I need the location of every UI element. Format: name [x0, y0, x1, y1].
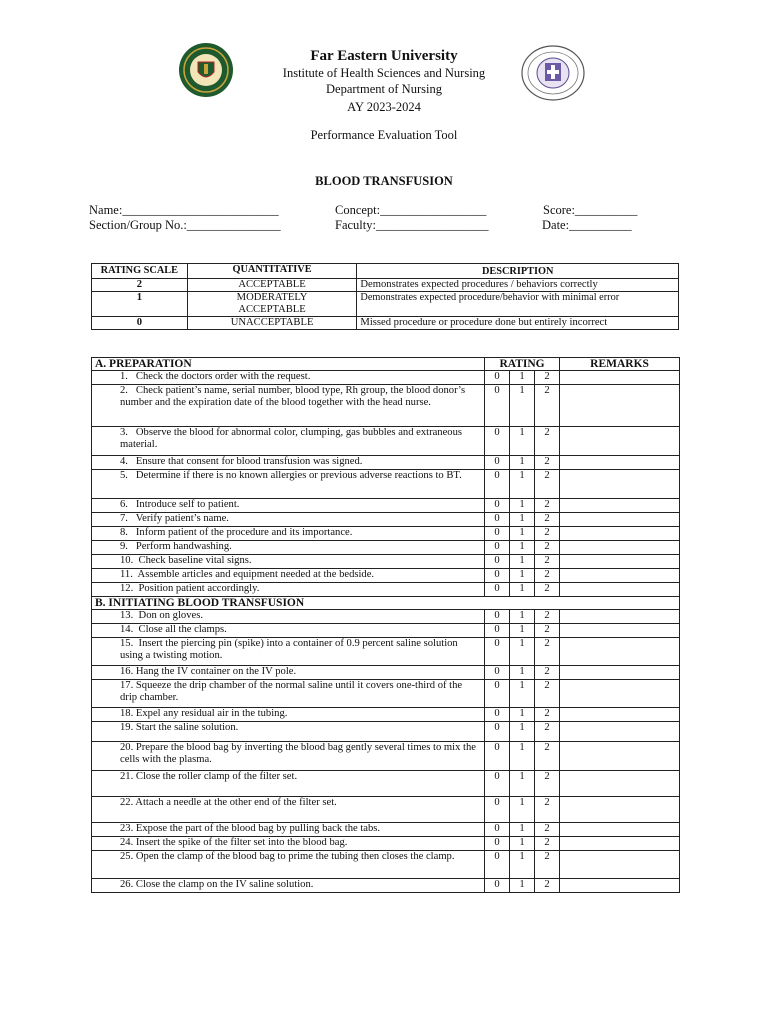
table-row [92, 722, 680, 742]
procedure-step: 26. Close the clamp on the IV saline solution. [92, 879, 485, 893]
rating-option-1[interactable]: 1 [510, 837, 535, 851]
rating-option-1[interactable]: 1 [510, 385, 535, 427]
procedure-step: 15. Insert the piercing pin (spike) into a container of 0.9 percent saline solution using a twisting motion. [92, 638, 485, 666]
procedure-step: 16. Hang the IV container on the IV pole. [92, 666, 485, 680]
remarks-cell[interactable] [560, 851, 680, 879]
rating-header: RATING [485, 358, 560, 371]
date-field[interactable]: Date:__________ [542, 218, 632, 232]
procedure-step: 17. Squeeze the drip chamber of the normal saline until it covers one-third of the drip chamber. [92, 680, 485, 708]
rating-option-0[interactable]: 0 [485, 499, 510, 513]
rating-option-1[interactable]: 1 [510, 851, 535, 879]
rating-option-1[interactable]: 1 [510, 708, 535, 722]
section-title: B. INITIATING BLOOD TRANSFUSION [92, 597, 680, 610]
remarks-cell[interactable] [560, 666, 680, 680]
procedure-step: 21. Close the roller clamp of the filter set. [92, 771, 485, 797]
remarks-cell[interactable] [560, 823, 680, 837]
procedure-step: 23. Expose the part of the blood bag by pulling back the tabs. [92, 823, 485, 837]
table-row [92, 371, 680, 385]
rating-option-1[interactable]: 1 [510, 624, 535, 638]
description-header: DESCRIPTION [357, 264, 679, 279]
rating-option-2[interactable]: 2 [535, 583, 560, 597]
faculty-field[interactable]: Faculty:__________________ [335, 218, 489, 232]
remarks-cell[interactable] [560, 541, 680, 555]
rating-option-2[interactable]: 2 [535, 666, 560, 680]
procedure-step: 6. Introduce self to patient. [92, 499, 485, 513]
table-row [92, 499, 680, 513]
remarks-cell[interactable] [560, 610, 680, 624]
rating-option-2[interactable]: 2 [535, 385, 560, 427]
rating-option-2[interactable]: 2 [535, 456, 560, 470]
remarks-cell[interactable] [560, 371, 680, 385]
procedure-step: 14. Close all the clamps. [92, 624, 485, 638]
rating-option-2[interactable]: 2 [535, 851, 560, 879]
rating-option-0[interactable]: 0 [485, 610, 510, 624]
rating-option-0[interactable]: 0 [485, 371, 510, 385]
remarks-cell[interactable] [560, 513, 680, 527]
table-row [92, 851, 680, 879]
rating-option-1[interactable]: 1 [510, 569, 535, 583]
scale-description: Demonstrates expected procedure/behavior with minimal error [357, 292, 679, 317]
rating-option-1[interactable]: 1 [510, 823, 535, 837]
rating-option-0[interactable]: 0 [485, 879, 510, 893]
table-row [92, 385, 680, 427]
rating-option-0[interactable]: 0 [485, 708, 510, 722]
remarks-header: REMARKS [560, 358, 680, 371]
rating-option-1[interactable]: 1 [510, 610, 535, 624]
section-header-row [92, 597, 680, 610]
scale-label: UNACCEPTABLE [187, 317, 357, 330]
rating-option-1[interactable]: 1 [510, 742, 535, 771]
remarks-cell[interactable] [560, 680, 680, 708]
rating-option-2[interactable]: 2 [535, 638, 560, 666]
scale-value: 0 [92, 317, 188, 330]
rating-option-0[interactable]: 0 [485, 823, 510, 837]
quantitative-header: QUANTITATIVE [187, 264, 357, 279]
rating-option-2[interactable]: 2 [535, 797, 560, 823]
table-row [92, 666, 680, 680]
remarks-cell[interactable] [560, 624, 680, 638]
rating-option-1[interactable]: 1 [510, 722, 535, 742]
rating-option-1[interactable]: 1 [510, 427, 535, 456]
rating-option-1[interactable]: 1 [510, 513, 535, 527]
rating-option-1[interactable]: 1 [510, 371, 535, 385]
rating-option-2[interactable]: 2 [535, 371, 560, 385]
procedure-step: 9. Perform handwashing. [92, 541, 485, 555]
rating-option-0[interactable]: 0 [485, 513, 510, 527]
scale-description: Demonstrates expected procedures / behaviors correctly [357, 279, 679, 292]
rating-option-2[interactable]: 2 [535, 541, 560, 555]
table-row [92, 527, 680, 541]
rating-option-1[interactable]: 1 [510, 771, 535, 797]
rating-option-1[interactable]: 1 [510, 680, 535, 708]
rating-option-0[interactable]: 0 [485, 527, 510, 541]
rating-option-0[interactable]: 0 [485, 851, 510, 879]
department-name: Department of Nursing [326, 82, 442, 96]
procedure-step: 8. Inform patient of the procedure and its importance. [92, 527, 485, 541]
rating-option-0[interactable]: 0 [485, 470, 510, 499]
scale-description: Missed procedure or procedure done but entirely incorrect [357, 317, 679, 330]
remarks-cell[interactable] [560, 385, 680, 427]
score-field[interactable]: Score:__________ [543, 203, 638, 217]
procedure-step: 13. Don on gloves. [92, 610, 485, 624]
rating-option-2[interactable]: 2 [535, 555, 560, 569]
rating-option-1[interactable]: 1 [510, 555, 535, 569]
rating-scale-header: RATING SCALE [92, 264, 188, 279]
rating-option-2[interactable]: 2 [535, 499, 560, 513]
remarks-cell[interactable] [560, 555, 680, 569]
table-row [92, 680, 680, 708]
remarks-cell[interactable] [560, 427, 680, 456]
rating-option-0[interactable]: 0 [485, 541, 510, 555]
remarks-cell[interactable] [560, 456, 680, 470]
remarks-cell[interactable] [560, 499, 680, 513]
remarks-cell[interactable] [560, 797, 680, 823]
rating-option-2[interactable]: 2 [535, 879, 560, 893]
table-row [92, 823, 680, 837]
rating-option-0[interactable]: 0 [485, 722, 510, 742]
remarks-cell[interactable] [560, 771, 680, 797]
procedure-step: 20. Prepare the blood bag by inverting the blood bag gently several times to mix the cells with the plasma. [92, 742, 485, 771]
remarks-cell[interactable] [560, 742, 680, 771]
rating-option-1[interactable]: 1 [510, 470, 535, 499]
rating-option-0[interactable]: 0 [485, 385, 510, 427]
rating-option-2[interactable]: 2 [535, 823, 560, 837]
rating-option-1[interactable]: 1 [510, 583, 535, 597]
table-row [92, 583, 680, 597]
remarks-cell[interactable] [560, 879, 680, 893]
rating-option-0[interactable]: 0 [485, 583, 510, 597]
procedure-step: 19. Start the saline solution. [92, 722, 485, 742]
remarks-cell[interactable] [560, 569, 680, 583]
procedure-step: 12. Position patient accordingly. [92, 583, 485, 597]
table-row [92, 797, 680, 823]
rating-option-1[interactable]: 1 [510, 879, 535, 893]
rating-option-1[interactable]: 1 [510, 797, 535, 823]
rating-option-0[interactable]: 0 [485, 456, 510, 470]
table-row [92, 708, 680, 722]
name-field[interactable]: Name:_________________________ [89, 203, 279, 217]
procedure-step: 1. Check the doctors order with the request. [92, 371, 485, 385]
scale-value: 1 [92, 292, 188, 317]
tool-title: Performance Evaluation Tool [310, 128, 458, 142]
remarks-cell[interactable] [560, 722, 680, 742]
table-row [92, 879, 680, 893]
procedure-step: 18. Expel any residual air in the tubing. [92, 708, 485, 722]
rating-option-0[interactable]: 0 [485, 427, 510, 456]
table-row [92, 427, 680, 456]
rating-option-1[interactable]: 1 [510, 456, 535, 470]
rating-option-2[interactable]: 2 [535, 470, 560, 499]
table-row [92, 456, 680, 470]
document-title: BLOOD TRANSFUSION [315, 174, 453, 188]
table-row [92, 513, 680, 527]
table-row [92, 470, 680, 499]
rating-option-2[interactable]: 2 [535, 722, 560, 742]
procedure-step: 4. Ensure that consent for blood transfusion was signed. [92, 456, 485, 470]
procedure-step: 24. Insert the spike of the filter set into the blood bag. [92, 837, 485, 851]
table-row [92, 610, 680, 624]
table-row [92, 624, 680, 638]
remarks-cell[interactable] [560, 527, 680, 541]
table-row [92, 742, 680, 771]
procedure-step: 3. Observe the blood for abnormal color, clumping, gas bubbles and extraneous material. [92, 427, 485, 456]
remarks-cell[interactable] [560, 708, 680, 722]
procedure-step: 5. Determine if there is no known allergies or previous adverse reactions to BT. [92, 470, 485, 499]
rating-option-2[interactable]: 2 [535, 624, 560, 638]
table-row [92, 837, 680, 851]
scale-label: MODERATELY ACCEPTABLE [187, 292, 357, 317]
university-name: Far Eastern University [310, 48, 458, 64]
section-header-row [92, 358, 680, 371]
rating-option-2[interactable]: 2 [535, 527, 560, 541]
remarks-cell[interactable] [560, 837, 680, 851]
rating-option-0[interactable]: 0 [485, 555, 510, 569]
rating-option-1[interactable]: 1 [510, 666, 535, 680]
procedure-step: 25. Open the clamp of the blood bag to prime the tubing then closes the clamp. [92, 851, 485, 879]
remarks-cell[interactable] [560, 470, 680, 499]
scale-value: 2 [92, 279, 188, 292]
rating-option-0[interactable]: 0 [485, 624, 510, 638]
rating-option-1[interactable]: 1 [510, 541, 535, 555]
table-row [92, 569, 680, 583]
rating-option-2[interactable]: 2 [535, 427, 560, 456]
rating-option-0[interactable]: 0 [485, 569, 510, 583]
concept-field[interactable]: Concept:_________________ [335, 203, 487, 217]
remarks-cell[interactable] [560, 638, 680, 666]
rating-option-1[interactable]: 1 [510, 499, 535, 513]
rating-option-0[interactable]: 0 [485, 638, 510, 666]
rating-option-0[interactable]: 0 [485, 797, 510, 823]
institute-name: Institute of Health Sciences and Nursing [282, 66, 486, 80]
remarks-cell[interactable] [560, 583, 680, 597]
rating-option-2[interactable]: 2 [535, 708, 560, 722]
rating-option-1[interactable]: 1 [510, 527, 535, 541]
rating-option-0[interactable]: 0 [485, 742, 510, 771]
rating-option-2[interactable]: 2 [535, 513, 560, 527]
section-field[interactable]: Section/Group No.:_______________ [89, 218, 281, 232]
rating-scale-table [91, 263, 679, 330]
procedure-step: 11. Assemble articles and equipment needed at the bedside. [92, 569, 485, 583]
procedure-step: 22. Attach a needle at the other end of the filter set. [92, 797, 485, 823]
rating-option-2[interactable]: 2 [535, 610, 560, 624]
procedure-step: 10. Check baseline vital signs. [92, 555, 485, 569]
rating-option-0[interactable]: 0 [485, 680, 510, 708]
rating-option-1[interactable]: 1 [510, 638, 535, 666]
table-row [92, 541, 680, 555]
rating-option-0[interactable]: 0 [485, 666, 510, 680]
evaluation-table [91, 357, 680, 893]
section-title: A. PREPARATION [92, 358, 485, 371]
scale-label: ACCEPTABLE [187, 279, 357, 292]
procedure-step: 2. Check patient’s name, serial number, blood type, Rh group, the blood donor’s number and the expiration date of the blood together with the head nurse. [92, 385, 485, 427]
table-row [92, 771, 680, 797]
table-row [92, 638, 680, 666]
academic-year: AY 2023-2024 [347, 100, 421, 114]
rating-option-0[interactable]: 0 [485, 837, 510, 851]
table-row [92, 555, 680, 569]
rating-option-2[interactable]: 2 [535, 742, 560, 771]
rating-option-2[interactable]: 2 [535, 569, 560, 583]
rating-option-0[interactable]: 0 [485, 771, 510, 797]
rating-option-2[interactable]: 2 [535, 837, 560, 851]
procedure-step: 7. Verify patient’s name. [92, 513, 485, 527]
rating-option-2[interactable]: 2 [535, 680, 560, 708]
rating-option-2[interactable]: 2 [535, 771, 560, 797]
